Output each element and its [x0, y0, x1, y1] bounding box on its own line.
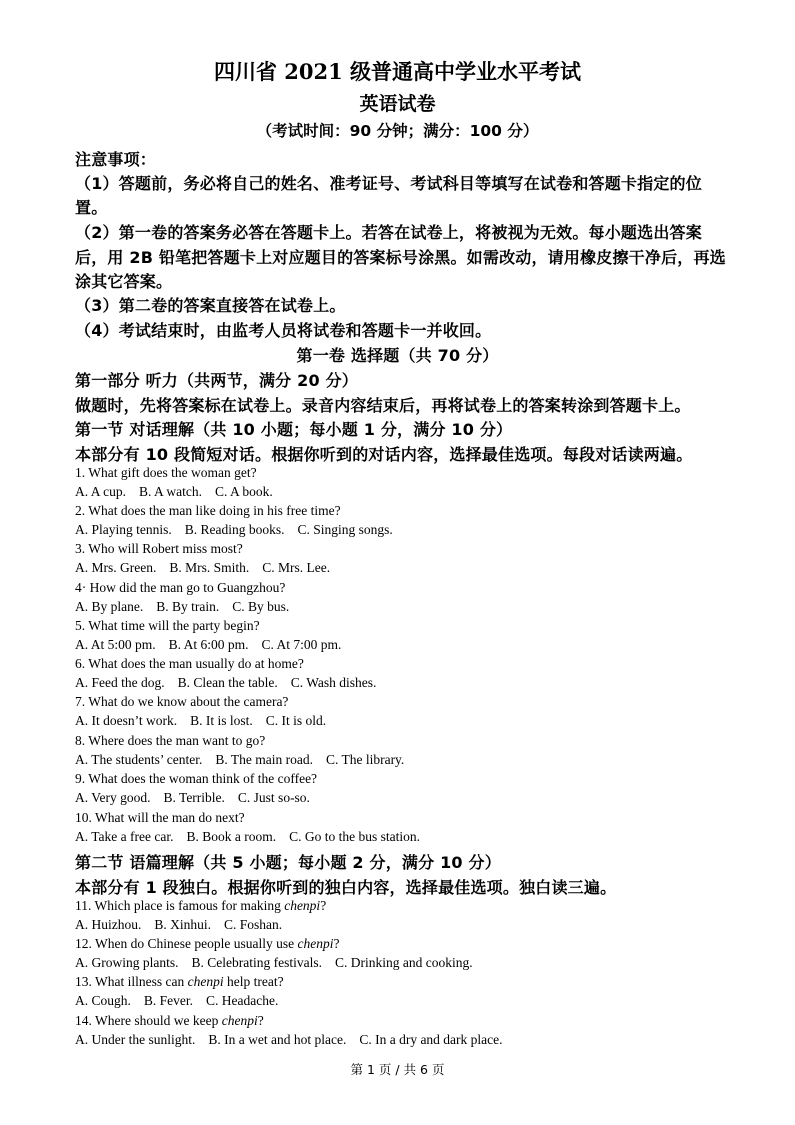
question-text-end: ?: [257, 1013, 264, 1028]
note-3: （3）第二卷的答案直接答在试卷上。: [75, 296, 346, 315]
option-c: C. At 7:00 pm.: [261, 637, 342, 652]
question-5: 5. What time will the party begin?: [75, 618, 260, 633]
option-b: B. Terrible.: [163, 790, 225, 805]
option-b: B. Clean the table.: [177, 675, 278, 690]
question-4: 4· How did the man go to Guangzhou?: [75, 580, 286, 595]
question-8-options: [75, 752, 417, 768]
exam-info: （考试时间：90 分钟；满分：100 分）: [256, 122, 539, 140]
option-c: C. Mrs. Lee.: [262, 560, 331, 575]
option-b: B. Fever.: [143, 993, 194, 1008]
question-term: chenpi: [297, 936, 334, 951]
option-b: B. The main road.: [215, 752, 313, 767]
question-text-end: ?: [320, 898, 327, 913]
question-2: 2. What does the man like doing in his free time?: [75, 503, 341, 518]
option-a: A. The students’ center.: [75, 752, 203, 767]
option-b: B. Book a room.: [186, 829, 277, 844]
option-a: A. Take a free car.: [75, 829, 174, 844]
question-text: 13. What illness can: [75, 974, 188, 989]
option-c: C. Drinking and cooking.: [334, 955, 473, 970]
question-11: [75, 898, 326, 914]
option-a: A. It doesn’t work.: [75, 713, 178, 728]
option-b: B. Celebrating festivals.: [191, 955, 322, 970]
question-8: 8. Where does the man want to go?: [75, 733, 266, 748]
note-4: （4）考试结束时，由监考人员将试卷和答题卡一并收回。: [75, 321, 492, 340]
question-10: 10. What will the man do next?: [75, 810, 245, 825]
question-4-options: [75, 599, 302, 615]
part1-heading: 第一部分 听力（共两节，满分 20 分）: [75, 371, 358, 390]
option-a: A. Feed the dog.: [75, 675, 165, 690]
option-b: B. At 6:00 pm.: [168, 637, 249, 652]
notes-heading: 注意事项：: [75, 150, 157, 169]
question-term: chenpi: [187, 974, 224, 989]
exam-title: 四川省 2021 级普通高中学业水平考试: [213, 59, 582, 84]
question-text: 12. When do Chinese people usually use: [75, 936, 298, 951]
question-6: 6. What does the man usually do at home?: [75, 656, 304, 671]
note-1-line2: 置。: [75, 198, 108, 217]
volume1-heading: 第一卷 选择题（共 70 分）: [296, 346, 499, 365]
option-b: B. A watch.: [139, 484, 203, 499]
question-7-options: [75, 713, 339, 729]
question-13-options: [75, 993, 291, 1009]
question-3-options: [75, 560, 343, 576]
option-a: A. At 5:00 pm.: [75, 637, 156, 652]
option-c: C. By bus.: [232, 599, 290, 614]
option-c: C. Headache.: [206, 993, 279, 1008]
page-indicator: 第 1 页 / 共 6 页: [350, 1062, 445, 1077]
option-c: C. Wash dishes.: [290, 675, 377, 690]
question-3: 3. Who will Robert miss most?: [75, 541, 243, 556]
option-b: B. Mrs. Smith.: [169, 560, 250, 575]
question-text-end: help treat?: [223, 974, 284, 989]
option-a: A. Very good.: [75, 790, 151, 805]
option-c: C. In a dry and dark place.: [359, 1032, 503, 1047]
option-b: B. Xinhui.: [154, 917, 212, 932]
question-11-options: [75, 917, 295, 933]
option-c: C. Singing songs.: [297, 522, 393, 537]
option-c: C. It is old.: [265, 713, 327, 728]
section1-instruction: 本部分有 10 段简短对话。根据你听到的对话内容，选择最佳选项。每段对话读两遍。: [75, 445, 693, 464]
question-1: 1. What gift does the woman get?: [75, 465, 257, 480]
section2-heading: 第二节 语篇理解（共 5 小题；每小题 2 分，满分 10 分）: [75, 853, 501, 872]
option-a: A. Growing plants.: [75, 955, 179, 970]
note-2-line3: 涂其它答案。: [75, 272, 173, 291]
option-c: C. A book.: [215, 484, 273, 499]
option-c: C. Foshan.: [224, 917, 283, 932]
question-14: [75, 1013, 264, 1029]
option-c: C. Go to the bus station.: [289, 829, 420, 844]
question-6-options: [75, 675, 389, 691]
question-1-options: [75, 484, 286, 500]
option-b: B. Reading books.: [184, 522, 285, 537]
question-text: 11. Which place is famous for making: [75, 898, 285, 913]
note-2-line1: （2）第一卷的答案务必答在答题卡上。若答在试卷上，将被视为无效。每小题选出答案: [75, 223, 702, 242]
question-10-options: [75, 829, 433, 845]
part1-instruction: 做题时，先将答案标在试卷上。录音内容结束后，再将试卷上的答案转涂到答题卡上。: [75, 396, 691, 415]
option-a: A. Mrs. Green.: [75, 560, 157, 575]
option-a: A. A cup.: [75, 484, 127, 499]
option-a: A. Huizhou.: [75, 917, 142, 932]
question-term: chenpi: [284, 898, 321, 913]
option-c: C. Just so-so.: [237, 790, 310, 805]
section1-heading: 第一节 对话理解（共 10 小题；每小题 1 分，满分 10 分）: [75, 420, 513, 439]
question-text: 14. Where should we keep: [75, 1013, 222, 1028]
question-2-options: [75, 522, 406, 538]
option-a: A. Under the sunlight.: [75, 1032, 196, 1047]
question-term: chenpi: [221, 1013, 258, 1028]
question-text-end: ?: [333, 936, 340, 951]
option-a: A. Playing tennis.: [75, 522, 172, 537]
note-1-line1: （1）答题前，务必将自己的姓名、准考证号、考试科目等填写在试卷和答题卡指定的位: [75, 174, 702, 193]
option-b: B. By train.: [156, 599, 220, 614]
section2-instruction: 本部分有 1 段独白。根据你听到的独白内容，选择最佳选项。独白读三遍。: [75, 878, 617, 897]
option-a: A. By plane.: [75, 599, 144, 614]
option-a: A. Cough.: [75, 993, 131, 1008]
question-9: 9. What does the woman think of the coffee?: [75, 771, 318, 786]
question-13: [75, 974, 284, 990]
option-c: C. The library.: [325, 752, 405, 767]
question-5-options: [75, 637, 354, 653]
question-12-options: [75, 955, 486, 971]
note-2-line2: 后，用 2B 铅笔把答题卡上对应题目的答案标号涂黑。如需改动，请用橡皮擦干净后，再选: [75, 248, 726, 267]
question-14-options: [75, 1032, 516, 1048]
question-12: [75, 936, 339, 952]
option-b: B. In a wet and hot place.: [208, 1032, 347, 1047]
exam-subtitle: 英语试卷: [359, 93, 436, 115]
question-7: 7. What do we know about the camera?: [75, 694, 289, 709]
question-9-options: [75, 790, 323, 806]
option-b: B. It is lost.: [190, 713, 253, 728]
